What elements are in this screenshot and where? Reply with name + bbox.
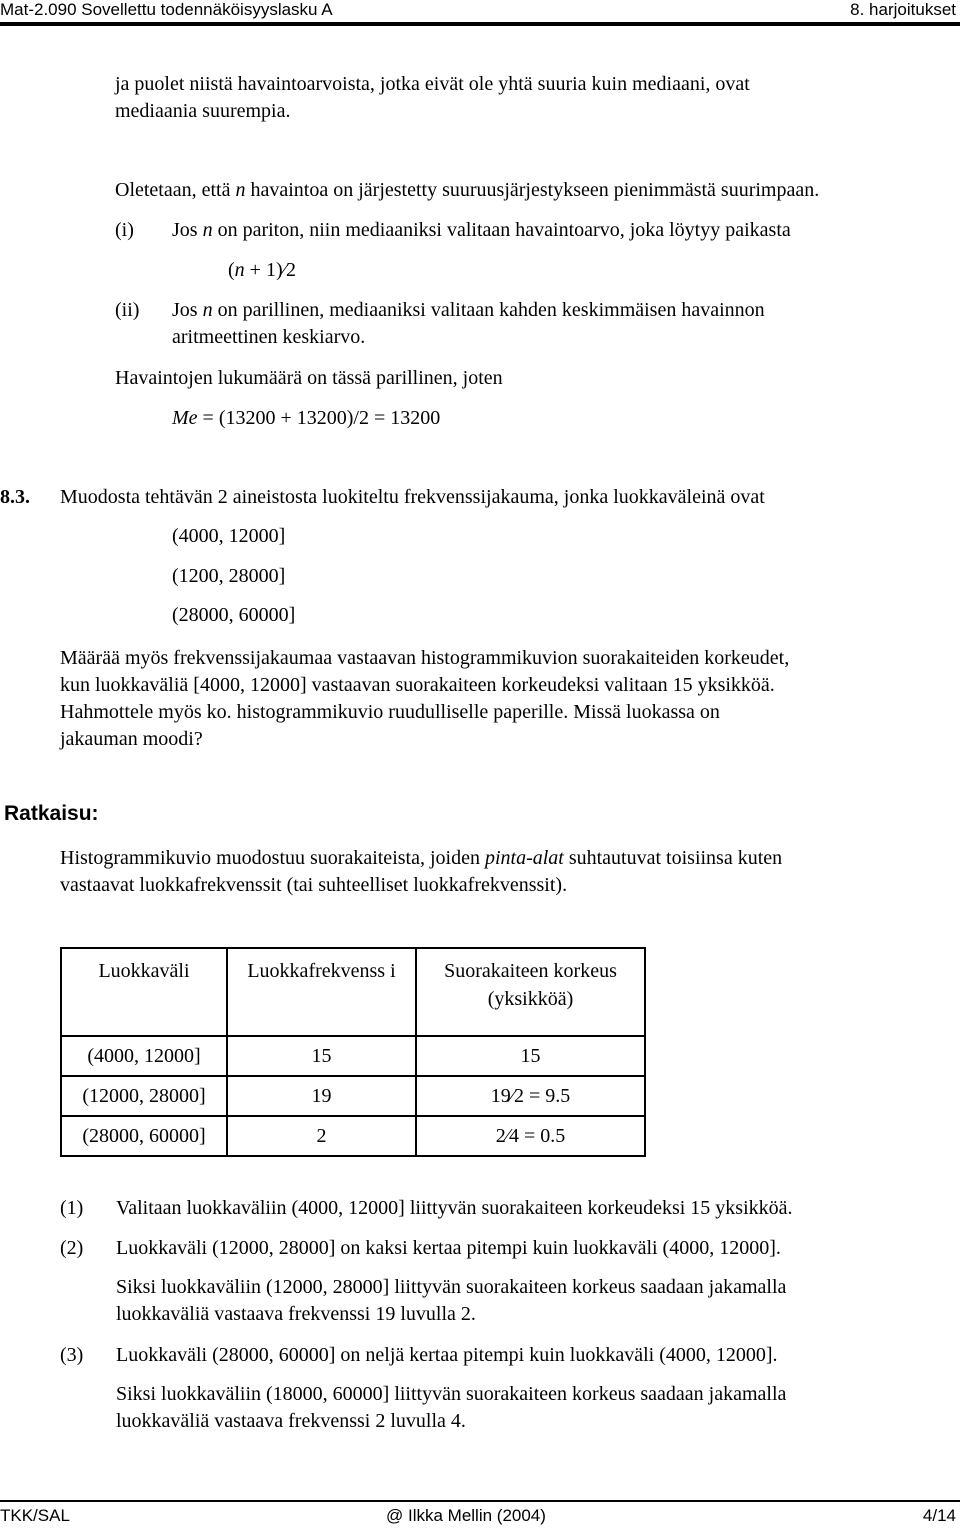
- table-cell: 19: [227, 1076, 416, 1116]
- footer-page-number: 4/14: [922, 1506, 956, 1525]
- task-text: Muodosta tehtävän 2 aineistosta luokiteltu frekvenssijakauma, jonka luokkaväleinä ovat: [60, 486, 765, 508]
- frequency-table: [60, 947, 646, 1157]
- footer-center: @ Ilkka Mellin (2004): [386, 1506, 546, 1525]
- interval-3: (28000, 60000]: [172, 604, 296, 626]
- footer-left: TKK/SAL: [0, 1506, 70, 1525]
- note-2-text: Luokkaväli (12000, 28000] on kaksi kertaa pitempi kuin luokkaväli (4000, 12000].: [116, 1237, 781, 1259]
- note-3-sub-line-1: Siksi luokkaväliin (18000, 60000] liittyvän suorakaiteen korkeus saadaan jakamalla: [116, 1383, 787, 1405]
- note-3-sub-line-2: luokkaväliä vastaava frekvenssi 2 luvulla 4.: [116, 1410, 466, 1432]
- table-cell: 15: [416, 1036, 645, 1076]
- task-para-line-3: Hahmottele myös ko. histogrammikuvio ruudulliselle paperille. Missä luokassa on: [60, 701, 720, 723]
- conclusion: Havaintojen lukumäärä on tässä parillinen, joten: [115, 367, 503, 389]
- note-1-label: (1): [60, 1197, 84, 1219]
- note-2-sub-line-1: Siksi luokkaväliin (12000, 28000] liittyvän suorakaiteen korkeus saadaan jakamalla: [116, 1276, 787, 1298]
- header-course: Mat-2.090 Sovellettu todennäköisyyslasku A: [0, 0, 333, 19]
- task-para-line-4: jakauman moodi?: [60, 728, 203, 750]
- table-cell: 2⁄4 = 0.5: [416, 1116, 645, 1156]
- note-2-label: (2): [60, 1237, 84, 1259]
- table-header-cell: Suorakaiteen korkeus (yksikköä): [416, 948, 645, 1036]
- table-cell: 2: [227, 1116, 416, 1156]
- task-number: 8.3.: [0, 486, 30, 508]
- case-1-text: Jos n on pariton, niin mediaaniksi valitaan havaintoarvo, joka löytyy paikasta: [172, 219, 791, 241]
- table-cell: (4000, 12000]: [61, 1036, 227, 1076]
- note-3-label: (3): [60, 1344, 84, 1366]
- assumption: Oletetaan, että n havaintoa on järjestetty suuruusjärjestykseen pienimmästä suurimpaan.: [115, 179, 820, 201]
- solution-para-line-1: Histogrammikuvio muodostuu suorakaiteista, joiden pinta-alat suhtautuvat toisiinsa kuten: [60, 847, 783, 869]
- footer-rule: [0, 1500, 960, 1502]
- table-row: [61, 1116, 645, 1156]
- table-cell: 15: [227, 1036, 416, 1076]
- table-row: [61, 1036, 645, 1076]
- header-section: 8. harjoitukset: [850, 0, 956, 19]
- interval-2: (1200, 28000]: [172, 565, 286, 587]
- intro-line-2: mediaania suurempia.: [115, 100, 291, 122]
- case-1-label: (i): [115, 219, 134, 241]
- case-1-formula: (n + 1)⁄2: [228, 259, 296, 281]
- note-2-sub-line-2: luokkaväliä vastaava frekvenssi 19 luvulla 2.: [116, 1303, 476, 1325]
- table-header-cell: Luokkaväli: [61, 948, 227, 1036]
- table-cell: (12000, 28000]: [61, 1076, 227, 1116]
- solution-para-line-2: vastaavat luokkafrekvenssit (tai suhteelliset luokkafrekvenssit).: [60, 874, 568, 896]
- note-3-text: Luokkaväli (28000, 60000] on neljä kertaa pitempi kuin luokkaväli (4000, 12000].: [116, 1344, 778, 1366]
- note-1-text: Valitaan luokkaväliin (4000, 12000] liittyvän suorakaiteen korkeudeksi 15 yksikköä.: [116, 1197, 793, 1219]
- header-rule: [0, 22, 960, 26]
- solution-heading: Ratkaisu:: [4, 802, 99, 825]
- case-2-text: Jos n on parillinen, mediaaniksi valitaan kahden keskimmäisen havainnon: [172, 299, 765, 321]
- table-header-row: [61, 948, 645, 1036]
- case-2-line-2: aritmeettinen keskiarvo.: [172, 326, 366, 348]
- table-header-cell: Luokkafrekvenss i: [227, 948, 416, 1036]
- task-para-line-2: kun luokkaväliä [4000, 12000] vastaavan suorakaiteen korkeudeksi valitaan 15 yksikköä.: [60, 674, 775, 696]
- median-formula: Me = (13200 + 13200)/2 = 13200: [172, 407, 441, 429]
- interval-1: (4000, 12000]: [172, 525, 286, 547]
- table-row: [61, 1076, 645, 1116]
- case-2-label: (ii): [115, 299, 140, 321]
- intro-line-1: ja puolet niistä havaintoarvoista, jotka eivät ole yhtä suuria kuin mediaani, ovat: [115, 73, 750, 95]
- task-para-line-1: Määrää myös frekvenssijakaumaa vastaavan histogrammikuvion suorakaiteiden korkeudet,: [60, 647, 790, 669]
- table-cell: (28000, 60000]: [61, 1116, 227, 1156]
- table-cell: 19⁄2 = 9.5: [416, 1076, 645, 1116]
